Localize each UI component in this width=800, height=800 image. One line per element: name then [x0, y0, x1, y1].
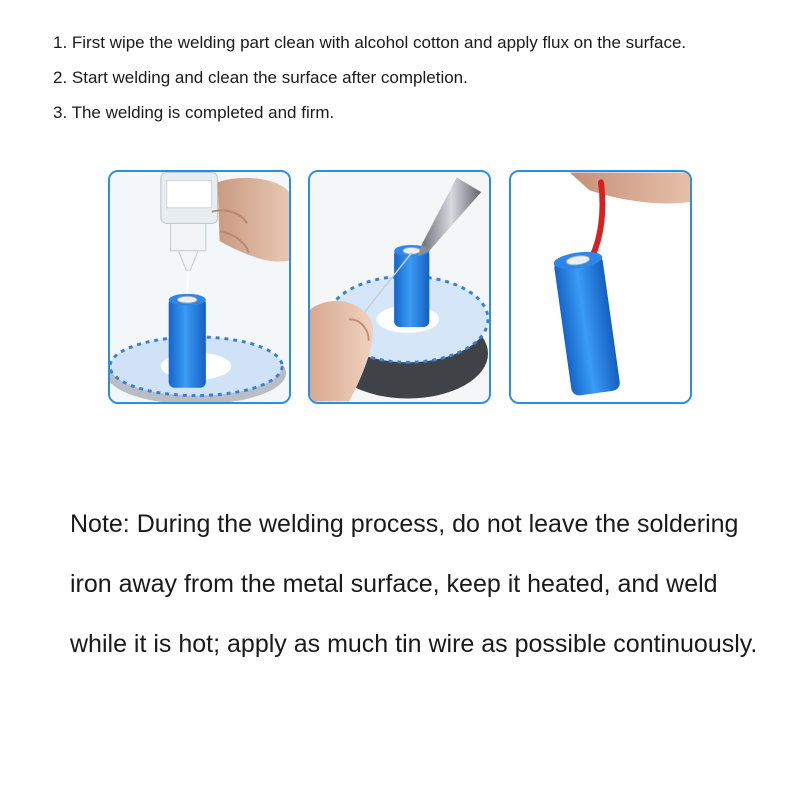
flux-bottle-battery-photo-icon: [108, 170, 291, 404]
soldering-iron-battery-photo-icon: [308, 170, 491, 404]
step-2: 2. Start welding and clean the surface after completion.: [53, 68, 468, 87]
battery-red-wire-photo-icon: [509, 170, 692, 404]
step-3: 3. The welding is completed and firm.: [53, 103, 335, 122]
step-1: 1. First wipe the welding part clean with alcohol cotton and apply flux on the surface.: [53, 33, 687, 52]
welding-note: Note: During the welding process, do not leave the soldering iron away from the metal surface, keep it heated, and weld while it is hot; apply as much tin wire as possible continuously.: [70, 510, 758, 658]
